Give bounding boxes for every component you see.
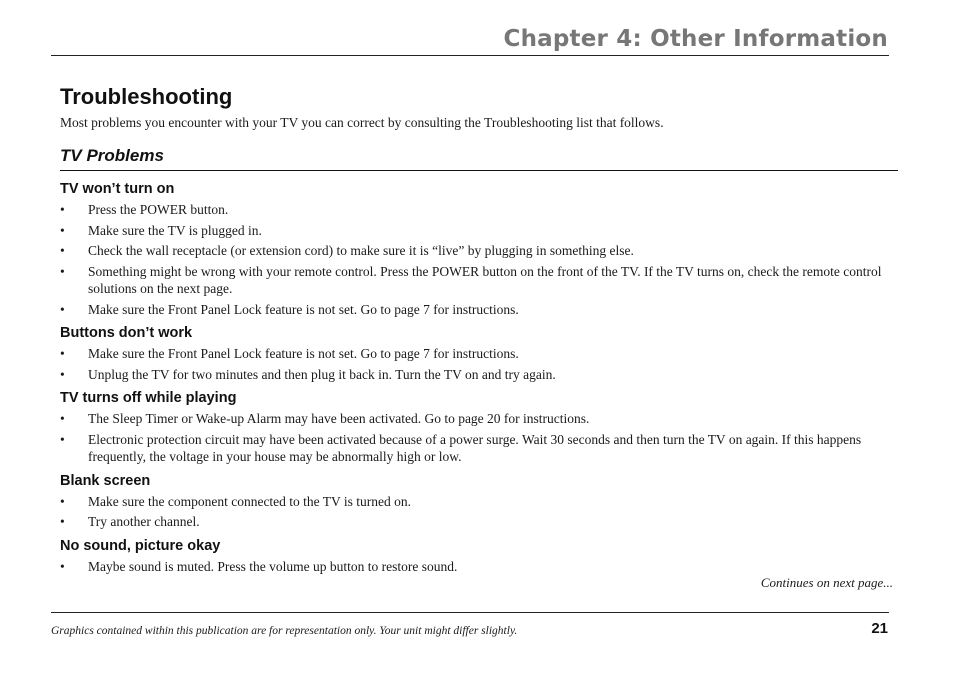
problem-no-sound — [60, 537, 898, 576]
list-item-text: Make sure the component connected to the TV is turned on. — [88, 493, 412, 509]
list-item — [60, 493, 898, 511]
problem-blank-screen — [60, 472, 898, 531]
list-item — [60, 513, 898, 531]
problem-buttons-dont-work — [60, 324, 898, 383]
list-item — [60, 222, 898, 240]
list-item — [60, 431, 898, 466]
bullet-icon: • — [60, 263, 65, 279]
list-item-text: Check the wall receptacle (or extension cord) to make sure it is “live” by plugging in something else. — [88, 243, 634, 258]
section-rule — [60, 170, 898, 171]
problem-tv-turns-off — [60, 389, 898, 466]
bullet-icon: • — [60, 366, 65, 382]
header-rule — [51, 55, 889, 56]
bullet-icon: • — [60, 558, 65, 574]
footer-rule — [51, 612, 889, 613]
page-title: Troubleshooting — [60, 84, 233, 109]
bullet-icon: • — [60, 243, 65, 258]
list-item-text: Electronic protection circuit may have been activated because of a power surge. Wait 30 seconds and then turn the TV on again. If this happens frequently, the voltage in your house may be abnormally high or low. — [88, 431, 862, 464]
problem-title: Buttons don’t work — [60, 325, 193, 341]
bullet-icon: • — [60, 514, 65, 529]
page-number: 21 — [871, 620, 888, 637]
problem-title: TV turns off while playing — [60, 390, 237, 406]
footer-disclaimer: Graphics contained within this publication are for representation only. Your unit might differ slightly. — [51, 625, 518, 637]
list-item-text: Something might be wrong with your remote control. Press the POWER button on the front of the TV. If the TV turns on, check the remote control solutions on the next page. — [88, 263, 882, 296]
list-item — [60, 242, 898, 260]
list-item-text: Make sure the Front Panel Lock feature is not set. Go to page 7 for instructions. — [88, 301, 519, 317]
list-item-text: Make sure the TV is plugged in. — [88, 222, 262, 238]
bullet-icon: • — [60, 411, 65, 426]
list-item-text: Maybe sound is muted. Press the volume up button to restore sound. — [88, 558, 458, 574]
problem-title: TV won’t turn on — [60, 181, 175, 197]
list-item-text: Make sure the Front Panel Lock feature is not set. Go to page 7 for instructions. — [88, 346, 519, 361]
chapter-title: Chapter 4: Other Information — [503, 26, 888, 52]
list-item — [60, 345, 898, 363]
bullet-icon: • — [60, 222, 65, 238]
bullet-icon: • — [60, 346, 65, 361]
problem-title: Blank screen — [60, 472, 151, 489]
problems-list — [60, 180, 898, 578]
list-item-text: Try another channel. — [88, 514, 200, 529]
bullet-icon: • — [60, 493, 65, 509]
list-item-text: Unplug the TV for two minutes and then plug it back in. Turn the TV on and try again. — [88, 366, 556, 382]
list-item-text: The Sleep Timer or Wake-up Alarm may have been activated. Go to page 20 for instructions. — [88, 411, 590, 426]
list-item — [60, 201, 898, 219]
section-title: TV Problems — [60, 146, 164, 165]
intro-text: Most problems you encounter with your TV you can correct by consulting the Troubleshooting list that follows. — [60, 115, 664, 130]
bullet-icon: • — [60, 202, 65, 217]
list-item — [60, 558, 898, 576]
bullet-icon: • — [60, 301, 65, 317]
continues-note: Continues on next page... — [760, 575, 893, 590]
list-item — [60, 366, 898, 384]
list-item — [60, 263, 898, 298]
bullet-icon: • — [60, 431, 65, 447]
problem-title: No sound, picture okay — [60, 537, 221, 554]
list-item-text: Press the POWER button. — [88, 202, 229, 217]
problem-tv-wont-turn-on — [60, 180, 898, 318]
list-item — [60, 410, 898, 428]
list-item — [60, 301, 898, 319]
